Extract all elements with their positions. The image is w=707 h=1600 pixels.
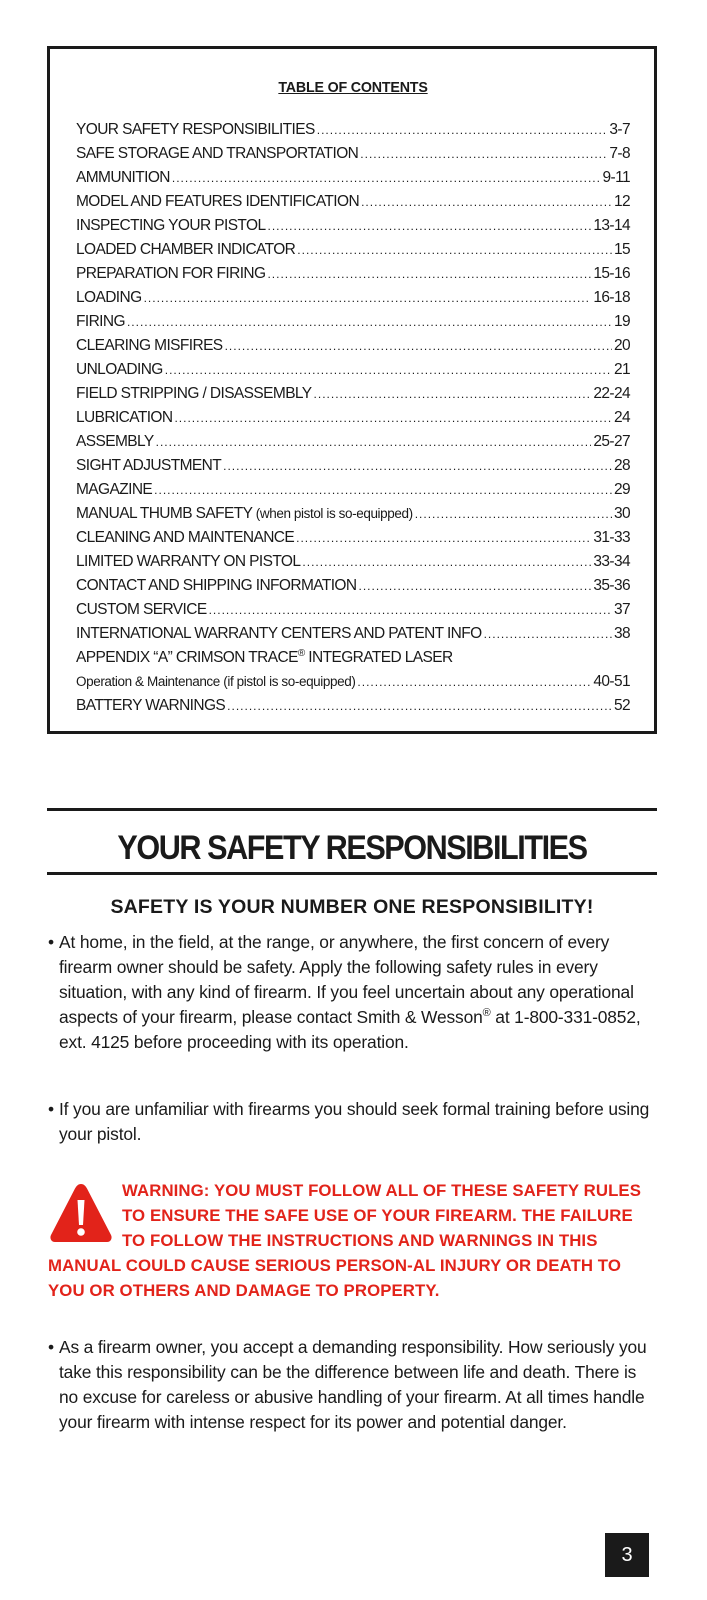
toc-leader-dots xyxy=(154,478,612,502)
toc-entry-page: 33-34 xyxy=(593,553,630,570)
toc-entry-label: FIRING xyxy=(76,313,125,330)
toc-entry xyxy=(76,478,630,502)
toc-entry-label: YOUR SAFETY RESPONSIBILITIES xyxy=(76,121,315,138)
toc-leader-dots xyxy=(174,406,611,430)
toc-entry-page: 40-51 xyxy=(593,673,630,690)
toc-entry-page: 28 xyxy=(613,457,630,474)
registered-mark: ® xyxy=(482,1007,491,1020)
toc-leader-dots xyxy=(361,190,612,214)
toc-leader-dots xyxy=(484,622,612,646)
page-number: 3 xyxy=(605,1533,649,1577)
toc-entry-page: 37 xyxy=(613,601,630,618)
toc-entry xyxy=(76,334,630,358)
toc-leader-dots xyxy=(359,574,592,598)
toc-entry-page: 24 xyxy=(613,409,630,426)
toc-entry xyxy=(76,214,630,238)
toc-leader-dots xyxy=(172,166,601,190)
toc-entry-label: AMMUNITION xyxy=(76,169,170,186)
toc-entry xyxy=(76,118,630,142)
toc-leader-dots xyxy=(267,262,591,286)
warning-triangle-icon xyxy=(48,1180,114,1246)
toc-entry-label: Operation & Maintenance (if pistol is so-equipped) xyxy=(76,674,356,689)
toc-entry-page: 25-27 xyxy=(593,433,630,450)
toc-entry xyxy=(76,166,630,190)
toc-entry xyxy=(76,238,630,262)
toc-entry-page: 12 xyxy=(613,193,630,210)
toc-entry-label: CLEANING AND MAINTENANCE xyxy=(76,529,295,546)
toc-entry-label: LOADING xyxy=(76,289,142,306)
toc-entry xyxy=(76,502,630,526)
toc-entry-page: 31-33 xyxy=(593,529,630,546)
bullet-marker: • xyxy=(48,1337,54,1357)
bullet-paragraph-1 xyxy=(48,930,658,1055)
toc-entry xyxy=(76,670,630,694)
table-of-contents-box xyxy=(47,46,657,734)
toc-entry xyxy=(76,574,630,598)
toc-entry-label: PREPARATION FOR FIRING xyxy=(76,265,266,282)
toc-entry xyxy=(76,358,630,382)
toc-leader-dots xyxy=(127,310,612,334)
toc-leader-dots xyxy=(296,526,591,550)
toc-entry-label: LOADED CHAMBER INDICATOR xyxy=(76,241,296,258)
toc-entry xyxy=(76,310,630,334)
toc-entry-label: APPENDIX “A” CRIMSON TRACE® INTEGRATED LASER xyxy=(76,647,453,666)
toc-entry-page: 3-7 xyxy=(609,121,630,138)
warning-text: WARNING: YOU MUST FOLLOW ALL OF THESE SAFETY RULES TO ENSURE THE SAFE USE OF YOUR FIREARM. THE FAILURE TO FOLLOW THE INSTRUCTIONS AND WARNINGS IN THIS MANUAL COULD CAUSE SERIOUS PERSON-AL INJURY OR DEATH TO YOU OR OTHERS AND DAMAGE TO PROPERTY. xyxy=(48,1181,642,1300)
toc-leader-dots xyxy=(227,694,612,718)
toc-entry-page: 30 xyxy=(613,505,630,522)
toc-leader-dots xyxy=(302,550,591,574)
toc-entry-label: UNLOADING xyxy=(76,361,163,378)
toc-entry xyxy=(76,382,630,406)
toc-entry-page: 7-8 xyxy=(609,145,630,162)
bullet-paragraph-3 xyxy=(48,1335,658,1435)
toc-leader-dots xyxy=(165,358,612,382)
toc-list xyxy=(76,118,630,718)
section-subtitle: SAFETY IS YOUR NUMBER ONE RESPONSIBILITY! xyxy=(110,896,594,918)
toc-leader-dots xyxy=(209,598,612,622)
toc-entry-page: 21 xyxy=(613,361,630,378)
toc-entry-label: BATTERY WARNINGS xyxy=(76,697,226,714)
toc-entry-page: 9-11 xyxy=(602,169,630,186)
toc-entry xyxy=(76,598,630,622)
bullet-1-text-continued: at 1-800-331-0852, ext. 4125 before proceeding with its operation. xyxy=(59,1007,641,1052)
toc-leader-dots xyxy=(357,670,591,694)
toc-leader-dots xyxy=(317,118,608,142)
toc-entry-page: 15-16 xyxy=(593,265,630,282)
toc-entry-page: 16-18 xyxy=(593,289,630,306)
section-bottom-rule xyxy=(47,872,657,875)
toc-entry-page: 13-14 xyxy=(593,217,630,234)
toc-entry-label: SIGHT ADJUSTMENT xyxy=(76,457,222,474)
toc-entry-page: 15 xyxy=(613,241,630,258)
section-top-rule xyxy=(47,808,657,811)
toc-entry xyxy=(76,286,630,310)
toc-entry-label: FIELD STRIPPING / DISASSEMBLY xyxy=(76,385,312,402)
toc-entry-label: CONTACT AND SHIPPING INFORMATION xyxy=(76,577,357,594)
toc-entry-page: 38 xyxy=(613,625,630,642)
toc-entry-page: 20 xyxy=(613,337,630,354)
toc-leader-dots xyxy=(225,334,612,358)
toc-entry xyxy=(76,406,630,430)
toc-leader-dots xyxy=(156,430,592,454)
toc-entry xyxy=(76,694,630,718)
toc-leader-dots xyxy=(223,454,612,478)
toc-entry-label: INSPECTING YOUR PISTOL xyxy=(76,217,266,234)
bullet-2-text: If you are unfamiliar with firearms you should seek formal training before using your pistol. xyxy=(59,1099,650,1144)
toc-entry-page: 29 xyxy=(613,481,630,498)
bullet-1-text: At home, in the field, at the range, or anywhere, the first concern of every firearm owner should be safety. Apply the following safety rules in every situation, with any kind of firearm. If you feel uncertain about any operational aspects of your firearm, please contact Smith & Wesson xyxy=(59,932,634,1027)
warning-block xyxy=(48,1178,648,1303)
toc-leader-dots xyxy=(144,286,592,310)
toc-entry xyxy=(76,262,630,286)
toc-entry-label: MODEL AND FEATURES IDENTIFICATION xyxy=(76,193,360,210)
toc-entry-page: 52 xyxy=(613,697,630,714)
bullet-marker: • xyxy=(48,932,54,952)
toc-title: TABLE OF CONTENTS xyxy=(278,79,428,96)
toc-leader-dots xyxy=(415,502,612,526)
toc-entry xyxy=(76,646,630,670)
toc-entry xyxy=(76,526,630,550)
toc-entry-label: INTERNATIONAL WARRANTY CENTERS AND PATENT INFO xyxy=(76,625,482,642)
toc-entry-label: MANUAL THUMB SAFETY (when pistol is so-equipped) xyxy=(76,505,413,522)
toc-entry xyxy=(76,454,630,478)
toc-entry xyxy=(76,190,630,214)
bullet-3-text: As a firearm owner, you accept a demanding responsibility. How seriously you take this responsibility can be the difference between life and death. There is no excuse for careless or abusive handling of your firearm. At all times handle your firearm with intense respect for its power and potential danger. xyxy=(59,1337,647,1432)
toc-entry xyxy=(76,622,630,646)
toc-leader-dots xyxy=(268,214,592,238)
bullet-paragraph-2 xyxy=(48,1097,658,1147)
toc-entry xyxy=(76,430,630,454)
toc-entry-page: 35-36 xyxy=(593,577,630,594)
toc-entry-page: 19 xyxy=(613,313,630,330)
toc-entry-label: CUSTOM SERVICE xyxy=(76,601,207,618)
toc-entry-label: ASSEMBLY xyxy=(76,433,154,450)
toc-entry-label: LIMITED WARRANTY ON PISTOL xyxy=(76,553,301,570)
toc-entry xyxy=(76,550,630,574)
toc-leader-dots xyxy=(314,382,592,406)
toc-entry-label: SAFE STORAGE AND TRANSPORTATION xyxy=(76,145,359,162)
toc-leader-dots xyxy=(360,142,607,166)
section-title: YOUR SAFETY RESPONSIBILITIES xyxy=(117,829,587,867)
toc-entry-label: CLEARING MISFIRES xyxy=(76,337,223,354)
bullet-marker: • xyxy=(48,1099,54,1119)
toc-leader-dots xyxy=(297,238,612,262)
toc-entry xyxy=(76,142,630,166)
toc-entry-label: MAGAZINE xyxy=(76,481,153,498)
toc-entry-page: 22-24 xyxy=(593,385,630,402)
toc-entry-label: LUBRICATION xyxy=(76,409,173,426)
